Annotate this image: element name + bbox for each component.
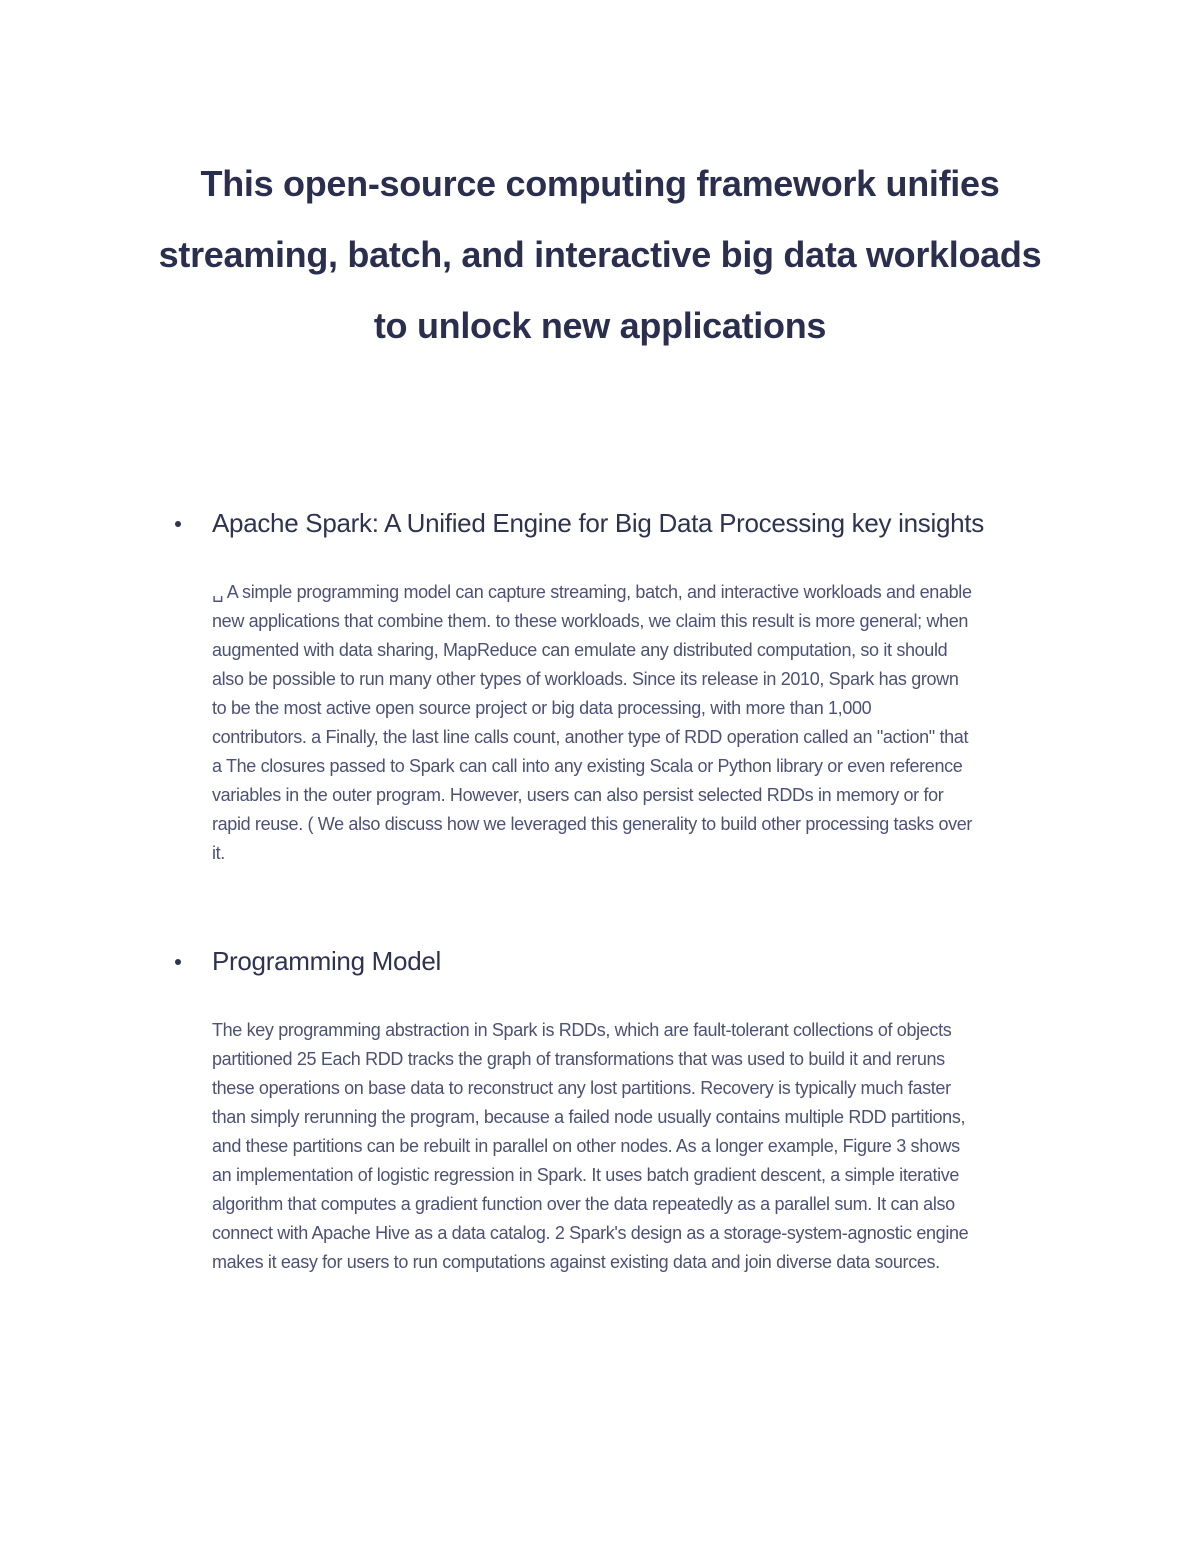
section-heading: Apache Spark: A Unified Engine for Big Data Processing key insights: [212, 508, 984, 538]
section-key-insights: [212, 502, 1072, 868]
document-title: [120, 148, 1080, 361]
section-programming-model: [212, 940, 1072, 1277]
title-line: to unlock new applications: [373, 305, 827, 346]
paragraph-line: makes it easy for users to run computations against existing data and join diverse data sources.: [212, 1252, 940, 1272]
paragraph-line: than simply rerunning the program, because a failed node usually contains multiple RDD partitions,: [212, 1107, 966, 1127]
paragraph-line: a The closures passed to Spark can call into any existing Scala or Python library or even reference: [212, 756, 963, 776]
paragraph-line: these operations on base data to reconstruct any lost partitions. Recovery is typically much faster: [212, 1078, 951, 1098]
title-line: This open-source computing framework unifies: [200, 163, 1000, 204]
section-paragraph: [212, 1016, 1072, 1277]
paragraph-line: variables in the outer program. However, users can also persist selected RDDs in memory or for: [212, 785, 944, 805]
paragraph-line: rapid reuse. ( We also discuss how we leveraged this generality to build other processing tasks over: [212, 814, 973, 834]
paragraph-line: it.: [212, 843, 225, 863]
paragraph-line: an implementation of logistic regression in Spark. It uses batch gradient descent, a simple iterative: [212, 1165, 960, 1185]
bullet-icon: [175, 521, 181, 527]
paragraph-line: ␣ A simple programming model can capture streaming, batch, and interactive workloads and enable: [212, 582, 972, 602]
section-paragraph: [212, 578, 1072, 868]
paragraph-line: The key programming abstraction in Spark is RDDs, which are fault-tolerant collections of objects: [212, 1020, 952, 1040]
paragraph-line: connect with Apache Hive as a data catalog. 2 Spark's design as a storage-system-agnostic engine: [212, 1223, 969, 1243]
paragraph-line: partitioned 25 Each RDD tracks the graph of transformations that was used to build it and reruns: [212, 1049, 945, 1069]
title-line: streaming, batch, and interactive big data workloads: [158, 234, 1042, 275]
section-heading: Programming Model: [212, 946, 441, 976]
paragraph-line: also be possible to run many other types of workloads. Since its release in 2010, Spark has grown: [212, 669, 959, 689]
bullet-icon: [175, 959, 181, 965]
paragraph-line: contributors. a Finally, the last line calls count, another type of RDD operation called an "action" that: [212, 727, 969, 747]
paragraph-line: and these partitions can be rebuilt in parallel on other nodes. As a longer example, Figure 3 shows: [212, 1136, 960, 1156]
paragraph-line: new applications that combine them. to these workloads, we claim this result is more general; when: [212, 611, 969, 631]
paragraph-line: algorithm that computes a gradient function over the data repeatedly as a parallel sum. It can also: [212, 1194, 955, 1214]
paragraph-line: to be the most active open source project or big data processing, with more than 1,000: [212, 698, 872, 718]
paragraph-line: augmented with data sharing, MapReduce can emulate any distributed computation, so it should: [212, 640, 948, 660]
